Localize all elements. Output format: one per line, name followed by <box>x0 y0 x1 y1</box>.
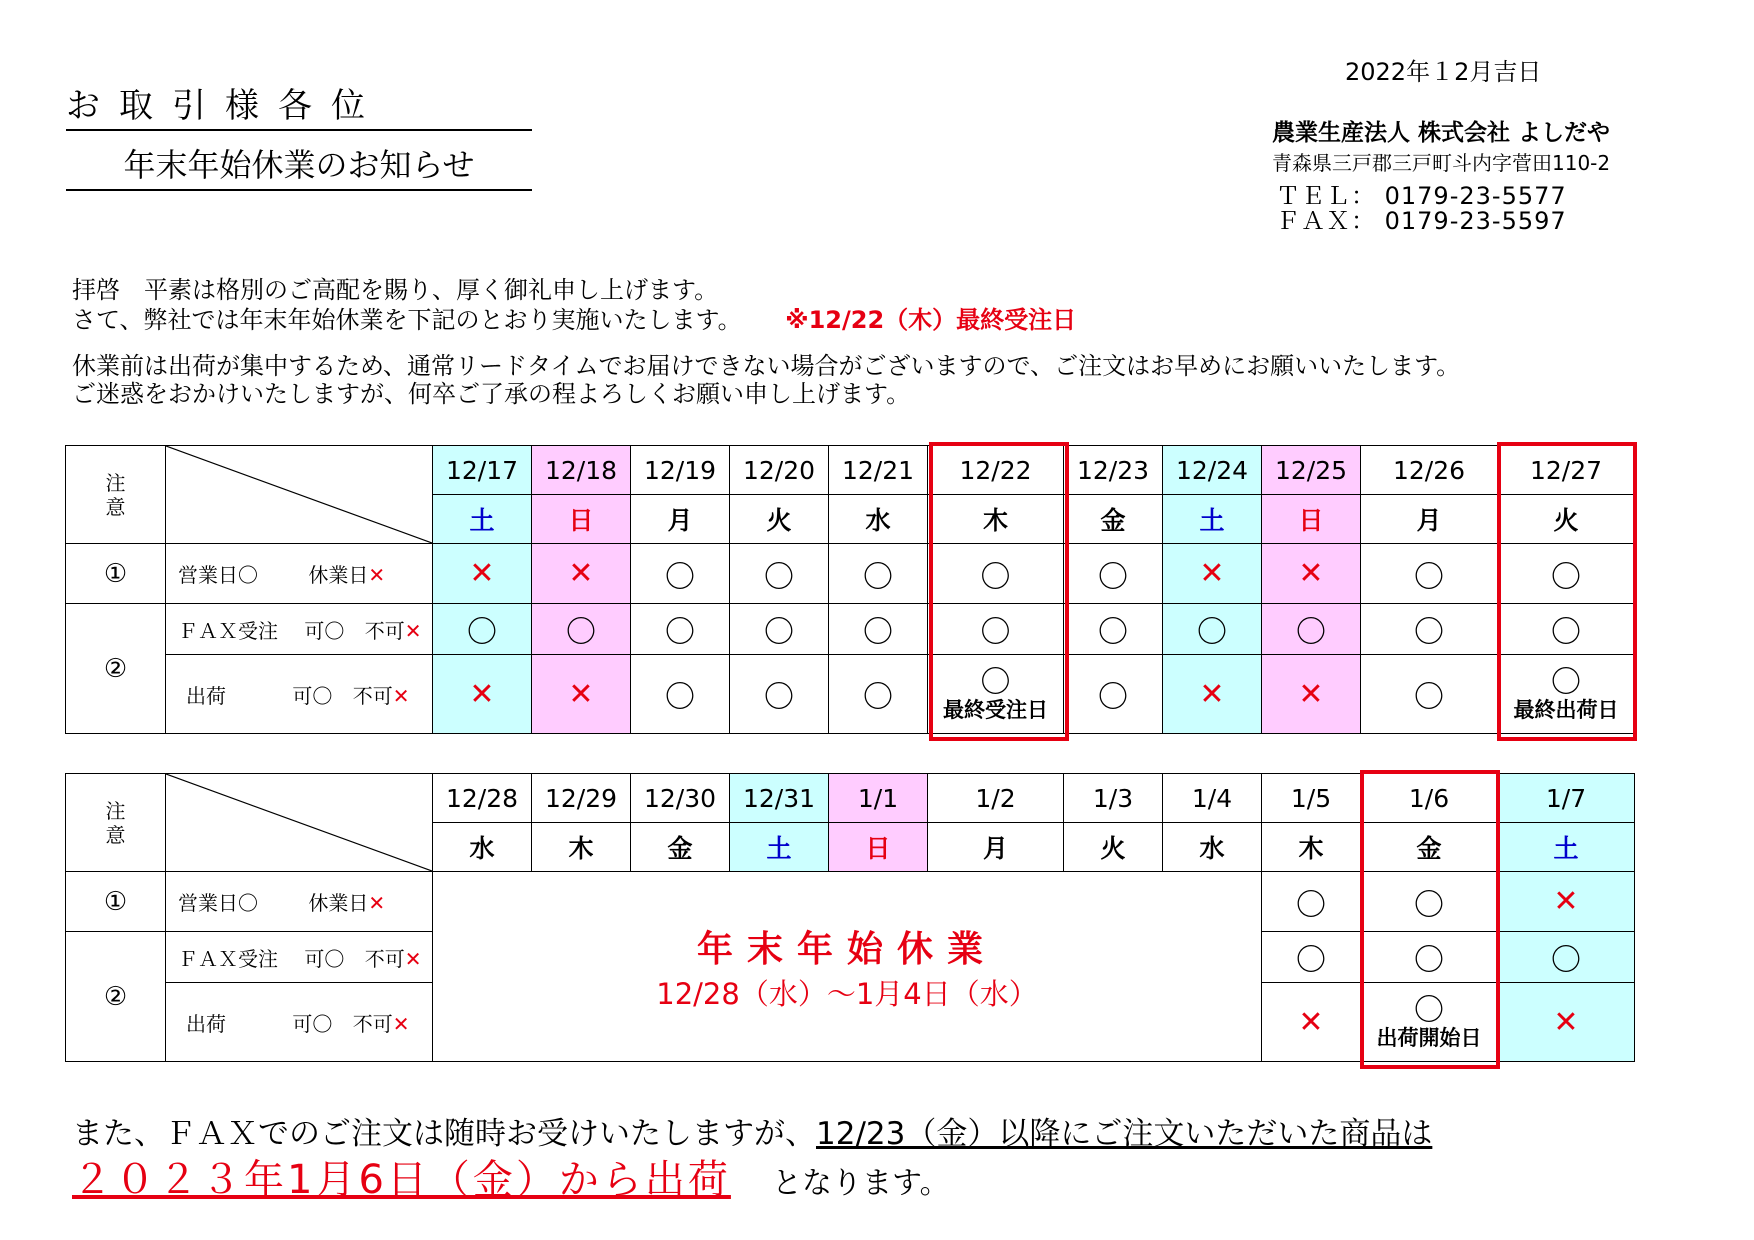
fax-mark <box>1361 932 1498 983</box>
date-cell: 12/17 <box>433 446 532 495</box>
diagonal-line <box>166 446 432 543</box>
fax-mark <box>631 604 730 655</box>
footer-line-1 <box>72 1108 1432 1153</box>
calendar-table-2 <box>65 773 1635 1062</box>
lead-time-line: 休業前は出荷が集中するため、通常リードタイムでお届けできない場合がございますので、ご注文はお早めにお願いいたします。 <box>72 352 1461 380</box>
last-order-note: ※12/22（木）最終受注日 <box>785 306 1077 334</box>
shipping-start-date: ２０２３年1月6日（金）から出荷 <box>72 1157 731 1203</box>
weekday-cell: 土 <box>1498 823 1635 872</box>
closed-x-mark: ✕ <box>368 891 386 915</box>
fax-mark <box>829 604 928 655</box>
business-mark <box>532 544 631 604</box>
business-closed-label: 休業日 <box>308 891 369 915</box>
weekday-cell: 日 <box>829 823 928 872</box>
weekday-cell: 土 <box>433 495 532 544</box>
fax-mark <box>433 604 532 655</box>
business-open-label: 営業日〇 <box>178 891 258 915</box>
circle-mark-icon: 〇 <box>1197 615 1227 650</box>
date-cell: 12/27 <box>1498 446 1635 495</box>
x-mark-icon: ✕ <box>1199 556 1225 591</box>
fax-mark <box>1361 604 1498 655</box>
fax-ng-label: 不可 <box>364 618 405 643</box>
footer-text-b: 12/23（金）以降にご注文いただいた商品は <box>816 1116 1433 1152</box>
ship-mark <box>730 655 829 734</box>
circle-mark-icon: 〇 <box>1551 943 1581 978</box>
business-mark <box>1064 544 1163 604</box>
weekday-cell: 土 <box>730 823 829 872</box>
business-mark <box>1361 872 1498 932</box>
recipients-heading: お取引様各位 <box>66 78 532 131</box>
holiday-range: 12/28（水）～1月4日（水） <box>656 976 1038 1011</box>
ship-mark <box>1064 655 1163 734</box>
ship-mark <box>433 655 532 734</box>
date-cell: 1/4 <box>1163 774 1262 823</box>
business-mark <box>1498 544 1635 604</box>
fax-mark <box>1064 604 1163 655</box>
fax-ok-label: 可〇 <box>304 946 345 971</box>
ship-ng-label: 不可 <box>352 683 393 708</box>
circle-mark-icon: 〇 <box>1098 680 1128 715</box>
circle-mark-icon: 〇 <box>980 559 1011 595</box>
x-mark-icon: ✕ <box>1298 1004 1324 1040</box>
business-mark <box>1163 544 1262 604</box>
circle-mark-icon: 〇 <box>665 615 695 650</box>
date-cell: 1/3 <box>1064 774 1163 823</box>
ship-note: 出荷開始日 <box>1376 1025 1482 1050</box>
date-cell: 1/5 <box>1262 774 1361 823</box>
fax-order-label <box>166 604 433 655</box>
date-cell: 12/22 <box>928 446 1064 495</box>
weekday-cell: 火 <box>1064 823 1163 872</box>
circle-mark-icon: 〇 <box>1414 615 1444 650</box>
circle-mark-icon: 〇 <box>1414 943 1444 978</box>
date-cell: 1/2 <box>928 774 1064 823</box>
date-cell: 12/18 <box>532 446 631 495</box>
ship-mark <box>1262 655 1361 734</box>
date-cell: 1/7 <box>1498 774 1635 823</box>
circle-mark-icon: 〇 <box>1296 615 1326 650</box>
business-mark <box>1498 872 1635 932</box>
ship-ng-x-mark: ✕ <box>392 683 410 708</box>
circle-mark-icon: 〇 <box>566 615 596 650</box>
ship-mark <box>1163 655 1262 734</box>
ship-mark <box>1262 983 1361 1062</box>
diagonal-header-cell <box>166 446 433 544</box>
date-cell: 12/23 <box>1064 446 1163 495</box>
fax-ng-x-mark: ✕ <box>404 946 422 971</box>
date-cell: 12/19 <box>631 446 730 495</box>
circle-mark-icon: 〇 <box>1551 615 1581 650</box>
ship-label: 出荷 <box>186 1011 226 1036</box>
ship-mark <box>1498 655 1635 734</box>
x-mark-icon: ✕ <box>568 556 594 591</box>
fax-mark <box>730 604 829 655</box>
x-mark-icon: ✕ <box>469 556 495 591</box>
apology-line: ご迷惑をおかけいたしますが、何卒ご了承の程よろしくお願い申し上げます。 <box>72 380 911 408</box>
closed-x-mark: ✕ <box>368 563 386 587</box>
weekday-cell: 火 <box>1498 495 1635 544</box>
date-cell: 12/31 <box>730 774 829 823</box>
business-mark <box>928 544 1064 604</box>
announcement-text: さて、弊社では年末年始休業を下記のとおり実施いたします。 <box>72 306 742 334</box>
fax-mark <box>1163 604 1262 655</box>
date-cell: 1/1 <box>829 774 928 823</box>
business-closed-label: 休業日 <box>308 563 369 587</box>
circle-mark-icon: 〇 <box>1098 559 1128 595</box>
weekday-cell: 水 <box>829 495 928 544</box>
calendar-table-1 <box>65 445 1635 734</box>
weekday-cell: 火 <box>730 495 829 544</box>
diagonal-line <box>166 774 432 871</box>
date-cell: 1/6 <box>1361 774 1498 823</box>
x-mark-icon: ✕ <box>568 676 594 712</box>
business-mark <box>1262 872 1361 932</box>
ship-mark <box>532 655 631 734</box>
ship-note: 最終受注日 <box>943 697 1048 722</box>
company-name: 農業生産法人 株式会社 よしだや <box>1272 120 1611 146</box>
company-tel: ＴＥＬ： 0179-23-5577 <box>1276 182 1567 210</box>
shipping-label <box>166 655 433 734</box>
business-day-label <box>166 872 433 932</box>
circle-mark-icon: 〇 <box>863 680 893 715</box>
business-mark <box>730 544 829 604</box>
note-label-cell <box>66 774 166 872</box>
holiday-period-cell <box>433 872 1262 1062</box>
issue-date: 2022年１2月吉日 <box>1345 58 1542 86</box>
business-mark <box>1361 544 1498 604</box>
x-mark-icon: ✕ <box>469 676 495 712</box>
fax-mark <box>532 604 631 655</box>
ship-ng-label: 不可 <box>352 1011 393 1036</box>
footer-text-a: また、ＦＡＸでのご注文は随時お受けいたしますが、 <box>72 1116 816 1152</box>
ship-mark <box>1361 983 1498 1062</box>
weekday-cell: 日 <box>532 495 631 544</box>
circle-mark-icon: 〇 <box>467 615 497 650</box>
fax-ok-label: 可〇 <box>304 618 345 643</box>
weekday-cell: 金 <box>1361 823 1498 872</box>
weekday-cell: 金 <box>631 823 730 872</box>
circle-mark-icon: 〇 <box>1414 887 1444 923</box>
circle-mark-icon: 〇 <box>863 559 893 595</box>
weekday-cell: 月 <box>1361 495 1498 544</box>
circle-mark-icon: 〇 <box>665 559 695 595</box>
weekday-cell: 木 <box>1262 823 1361 872</box>
ship-ok-label: 可〇 <box>292 1011 333 1036</box>
ship-mark <box>829 655 928 734</box>
circle-mark-icon: 〇 <box>1098 615 1128 650</box>
holiday-title: 年末年始休業 <box>696 928 997 970</box>
business-mark <box>433 544 532 604</box>
company-address: 青森県三戸郡三戸町斗内字菅田110-2 <box>1272 151 1611 175</box>
date-cell: 12/25 <box>1262 446 1361 495</box>
circle-mark-icon: 〇 <box>1296 943 1326 978</box>
ship-mark <box>928 655 1064 734</box>
weekday-cell: 金 <box>1064 495 1163 544</box>
ship-ng-x-mark: ✕ <box>392 1011 410 1036</box>
ship-mark <box>1361 655 1498 734</box>
row-number-1: ① <box>66 544 166 604</box>
fax-ng-x-mark: ✕ <box>404 618 422 643</box>
circle-mark-icon: 〇 <box>764 680 794 715</box>
weekday-cell: 水 <box>433 823 532 872</box>
announcement-line <box>72 300 1076 335</box>
ship-ok-label: 可〇 <box>292 683 333 708</box>
fax-ng-label: 不可 <box>364 946 405 971</box>
weekday-cell: 日 <box>1262 495 1361 544</box>
row-number-2: ② <box>66 604 166 734</box>
business-day-label <box>166 544 433 604</box>
fax-mark <box>928 604 1064 655</box>
business-mark <box>1262 544 1361 604</box>
x-mark-icon: ✕ <box>1298 556 1324 591</box>
note-label: 注意 <box>105 798 126 847</box>
circle-mark-icon: 〇 <box>1551 664 1581 700</box>
business-mark <box>829 544 928 604</box>
ship-mark <box>631 655 730 734</box>
fax-label: ＦＡＸ受注 <box>178 946 278 971</box>
circle-mark-icon: 〇 <box>665 680 695 715</box>
row-number-2: ② <box>66 932 166 1062</box>
date-cell: 12/20 <box>730 446 829 495</box>
date-cell: 12/24 <box>1163 446 1262 495</box>
greeting-line: 拝啓 平素は格別のご高配を賜り、厚く御礼申し上げます。 <box>72 276 719 304</box>
circle-mark-icon: 〇 <box>1551 559 1581 595</box>
fax-order-label <box>166 932 433 983</box>
ship-note: 最終出荷日 <box>1513 697 1619 722</box>
date-cell: 12/21 <box>829 446 928 495</box>
circle-mark-icon: 〇 <box>1414 680 1444 715</box>
circle-mark-icon: 〇 <box>1414 559 1444 595</box>
circle-mark-icon: 〇 <box>980 664 1011 700</box>
x-mark-icon: ✕ <box>1553 1004 1579 1040</box>
ship-label: 出荷 <box>186 683 226 708</box>
weekday-cell: 木 <box>928 495 1064 544</box>
weekday-cell: 木 <box>532 823 631 872</box>
circle-mark-icon: 〇 <box>1414 992 1444 1028</box>
business-open-label: 営業日〇 <box>178 563 258 587</box>
x-mark-icon: ✕ <box>1298 676 1324 712</box>
date-cell: 12/26 <box>1361 446 1498 495</box>
row-number-1: ① <box>66 872 166 932</box>
circle-mark-icon: 〇 <box>1296 887 1326 923</box>
note-label: 注意 <box>105 470 126 519</box>
footer-line-3: となります。 <box>772 1166 950 1201</box>
fax-mark <box>1498 932 1635 983</box>
circle-mark-icon: 〇 <box>863 615 893 650</box>
weekday-cell: 月 <box>928 823 1064 872</box>
circle-mark-icon: 〇 <box>764 559 794 595</box>
ship-mark <box>1498 983 1635 1062</box>
date-cell: 12/30 <box>631 774 730 823</box>
fax-label: ＦＡＸ受注 <box>178 618 278 643</box>
notice-title: 年末年始休業のお知らせ <box>66 140 532 191</box>
note-label-cell <box>66 446 166 544</box>
circle-mark-icon: 〇 <box>980 615 1011 650</box>
weekday-cell: 水 <box>1163 823 1262 872</box>
circle-mark-icon: 〇 <box>764 615 794 650</box>
fax-mark <box>1262 932 1361 983</box>
date-cell: 12/28 <box>433 774 532 823</box>
company-fax: ＦＡＸ： 0179-23-5597 <box>1276 207 1567 235</box>
business-mark <box>631 544 730 604</box>
weekday-cell: 月 <box>631 495 730 544</box>
x-mark-icon: ✕ <box>1553 884 1579 919</box>
x-mark-icon: ✕ <box>1199 676 1225 712</box>
weekday-cell: 土 <box>1163 495 1262 544</box>
fax-mark <box>1498 604 1635 655</box>
date-cell: 12/29 <box>532 774 631 823</box>
fax-mark <box>1262 604 1361 655</box>
shipping-label <box>166 983 433 1062</box>
diagonal-header-cell <box>166 774 433 872</box>
